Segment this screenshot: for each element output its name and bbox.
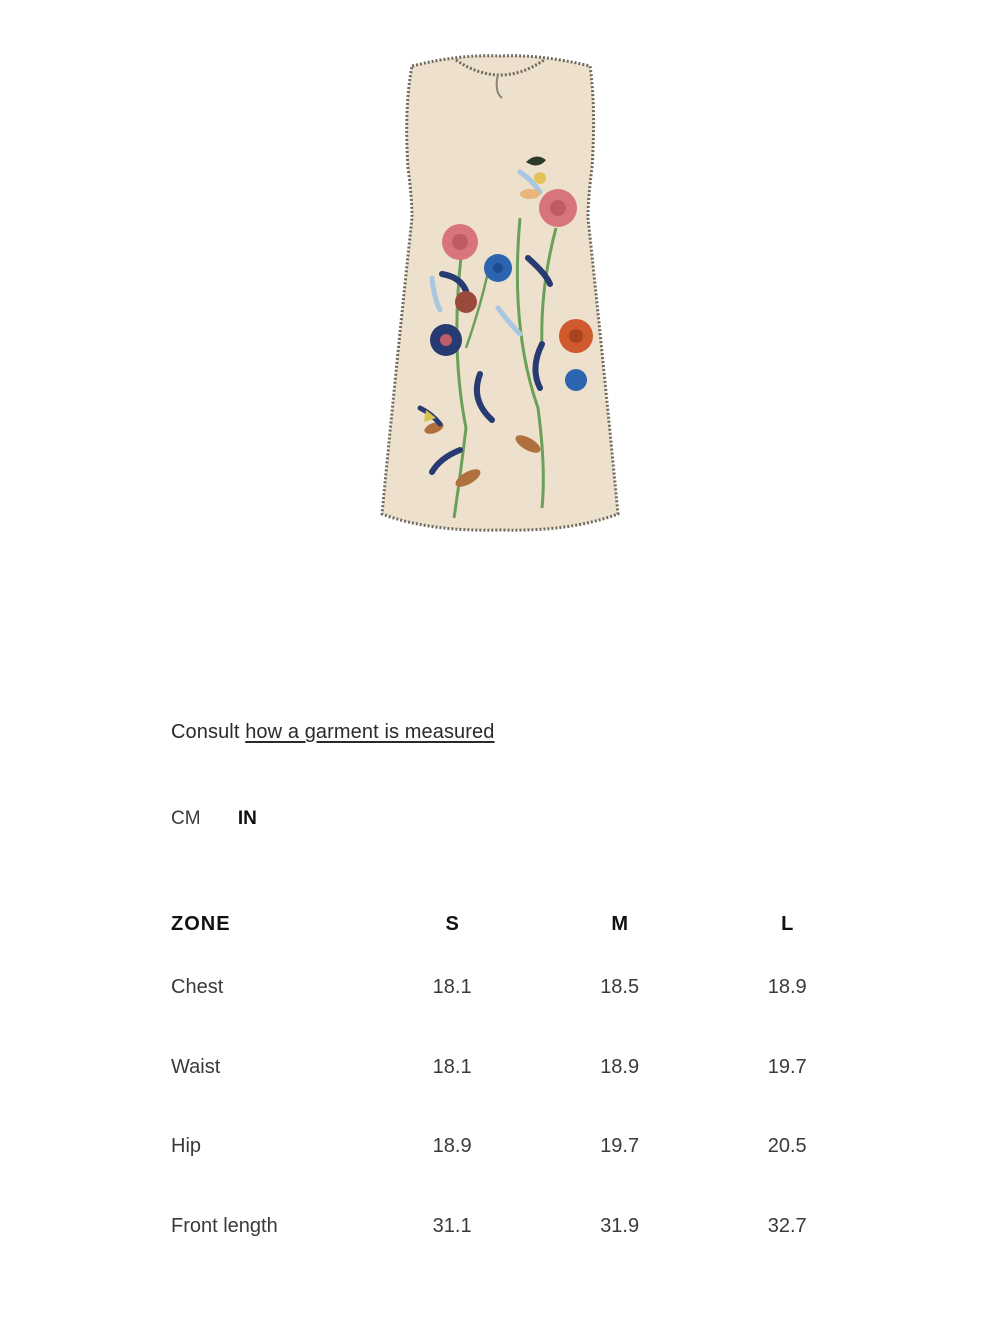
dress-illustration-icon: [370, 48, 630, 538]
table-cell: 18.5: [600, 976, 640, 999]
zone-label: Chest: [171, 976, 224, 999]
table-cell: 18.9: [432, 1135, 472, 1158]
size-chart-table: [171, 900, 871, 1266]
consult-prefix: Consult: [171, 721, 240, 743]
table-cell: 20.5: [767, 1135, 807, 1158]
table-row: [171, 1187, 871, 1267]
table-cell: 19.7: [767, 1055, 807, 1078]
table-cell: 18.1: [432, 976, 472, 999]
zone-label: Front length: [171, 1214, 278, 1237]
table-row: [171, 948, 871, 1028]
unit-option-in[interactable]: IN: [237, 808, 257, 829]
table-row: [171, 1028, 871, 1108]
header-zone: ZONE: [171, 912, 231, 935]
table-cell: 32.7: [767, 1214, 807, 1237]
unit-toggle: [171, 808, 289, 830]
how-garment-measured-link[interactable]: how a garment is measured: [245, 721, 495, 743]
table-cell: 31.9: [600, 1214, 640, 1237]
table-row: [171, 1107, 871, 1187]
table-header-row: [171, 900, 871, 948]
header-size-l: L: [781, 912, 794, 935]
header-size-s: S: [445, 912, 459, 935]
unit-option-cm[interactable]: CM: [171, 808, 201, 829]
table-cell: 18.9: [600, 1055, 640, 1078]
table-cell: 18.1: [432, 1055, 472, 1078]
table-cell: 31.1: [432, 1214, 472, 1237]
product-image: [370, 48, 630, 538]
zone-label: Hip: [171, 1135, 202, 1158]
consult-text: [171, 721, 494, 744]
table-cell: 18.9: [767, 976, 807, 999]
header-size-m: M: [611, 912, 628, 935]
table-cell: 19.7: [600, 1135, 640, 1158]
zone-label: Waist: [171, 1055, 221, 1078]
